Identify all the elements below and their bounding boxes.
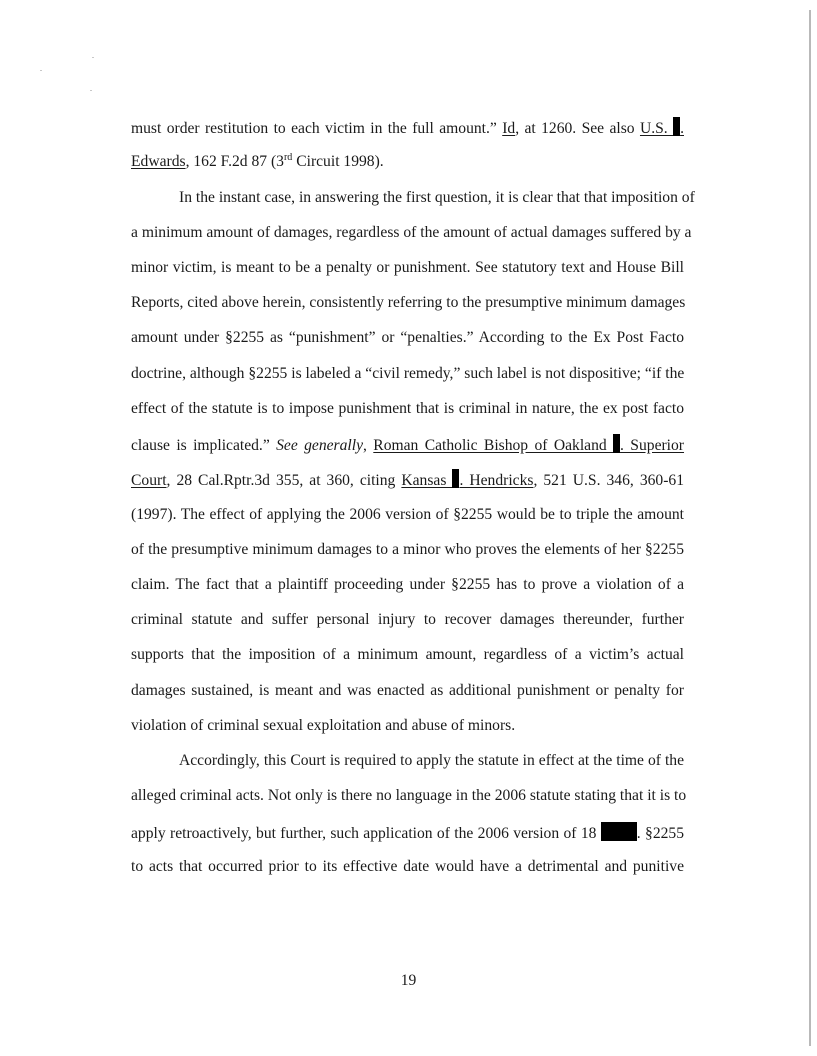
text-segment: . Hendricks — [459, 472, 534, 489]
text-segment: . §2255 — [636, 825, 685, 842]
text-line-16: supports that the imposition of a minimum amount, regardless of a victim’s actual — [131, 646, 684, 663]
text-line-20: alleged criminal acts. Not only is there no language in the 2006 statute stating that it is to — [131, 787, 687, 804]
text-line-1 — [131, 117, 684, 139]
scan-speck — [92, 57, 94, 58]
citation-roman-catholic-bishop — [373, 437, 684, 454]
page-number: 19 — [400, 972, 417, 989]
text-line-18: violation of criminal sexual exploitation and abuse of minors. — [131, 717, 516, 734]
text-segment: , 28 Cal.Rptr.3d 355, at 360, citing — [166, 472, 402, 489]
text-line-2 — [131, 152, 684, 172]
text-line-4: a minimum amount of damages, regardless of the amount of actual damages suffered by a — [131, 224, 692, 241]
text-line-10 — [131, 434, 684, 456]
text-segment: Roman Catholic Bishop of Oakland — [373, 437, 614, 454]
text-line-17: damages sustained, is meant and was enacted as additional punishment or penalty for — [131, 682, 684, 699]
text-segment: . — [680, 120, 684, 137]
page-edge-line — [809, 10, 811, 1046]
text-line-15: criminal statute and suffer personal injury to recover damages thereunder, further — [131, 611, 684, 628]
text-line-12: (1997). The effect of applying the 2006 version of §2255 would be to triple the amount — [131, 506, 684, 523]
text-line-22: to acts that occurred prior to its effective date would have a detrimental and punitive — [131, 858, 684, 875]
text-line-6: Reports, cited above herein, consistently referring to the presumptive minimum damages — [131, 294, 686, 311]
text-line-8: doctrine, although §2255 is labeled a “civil remedy,” such label is not dispositive; “if the — [131, 365, 685, 382]
text-line-14: claim. The fact that a plaintiff proceeding under §2255 has to prove a violation of a — [131, 576, 684, 593]
citation-court: Court — [131, 472, 167, 489]
text-line-21 — [131, 822, 684, 844]
citation-kansas-v-hendricks — [401, 472, 533, 489]
text-line-5: minor victim, is meant to be a penalty or punishment. See statutory text and House Bill — [131, 259, 684, 276]
text-segment: clause is implicated.” — [131, 437, 277, 454]
redaction-box — [601, 822, 637, 841]
text-line-13: of the presumptive minimum damages to a minor who proves the elements of her §2255 — [131, 541, 684, 558]
text-segment: must order restitution to each victim in the full amount.” — [131, 120, 503, 137]
text-segment: Kansas — [401, 472, 453, 489]
text-segment: . Superior — [620, 437, 685, 454]
citation-us-v-edwards — [640, 120, 684, 137]
text-segment: , 521 U.S. 346, 360-61 — [533, 472, 684, 489]
text-segment: Circuit 1998). — [292, 153, 384, 170]
text-line-19: Accordingly, this Court is required to apply the statute in effect at the time of the — [179, 752, 684, 769]
text-line-9: effect of the statute is to impose punishment that is criminal in nature, the ex post facto — [131, 400, 684, 417]
text-segment: , 162 F.2d 87 (3 — [185, 153, 284, 170]
scan-speck — [90, 90, 92, 91]
text-line-3: In the instant case, in answering the first question, it is clear that that imposition of — [179, 189, 695, 206]
text-line-11 — [131, 469, 684, 491]
superscript: rd — [283, 152, 293, 163]
citation-id: Id — [502, 120, 516, 137]
scan-speck — [40, 70, 42, 71]
text-segment: , at 1260. See also — [515, 120, 640, 137]
text-segment: apply retroactively, but further, such application of the 2006 version of 18 — [131, 825, 601, 842]
text-segment: U.S. — [639, 120, 674, 137]
text-segment: , — [363, 437, 374, 454]
redaction-box — [613, 434, 620, 453]
text-line-7: amount under §2255 as “punishment” or “penalties.” According to the Ex Post Facto — [131, 329, 684, 346]
signal-italic: See generally — [276, 437, 364, 454]
citation-edwards: Edwards — [131, 153, 186, 170]
